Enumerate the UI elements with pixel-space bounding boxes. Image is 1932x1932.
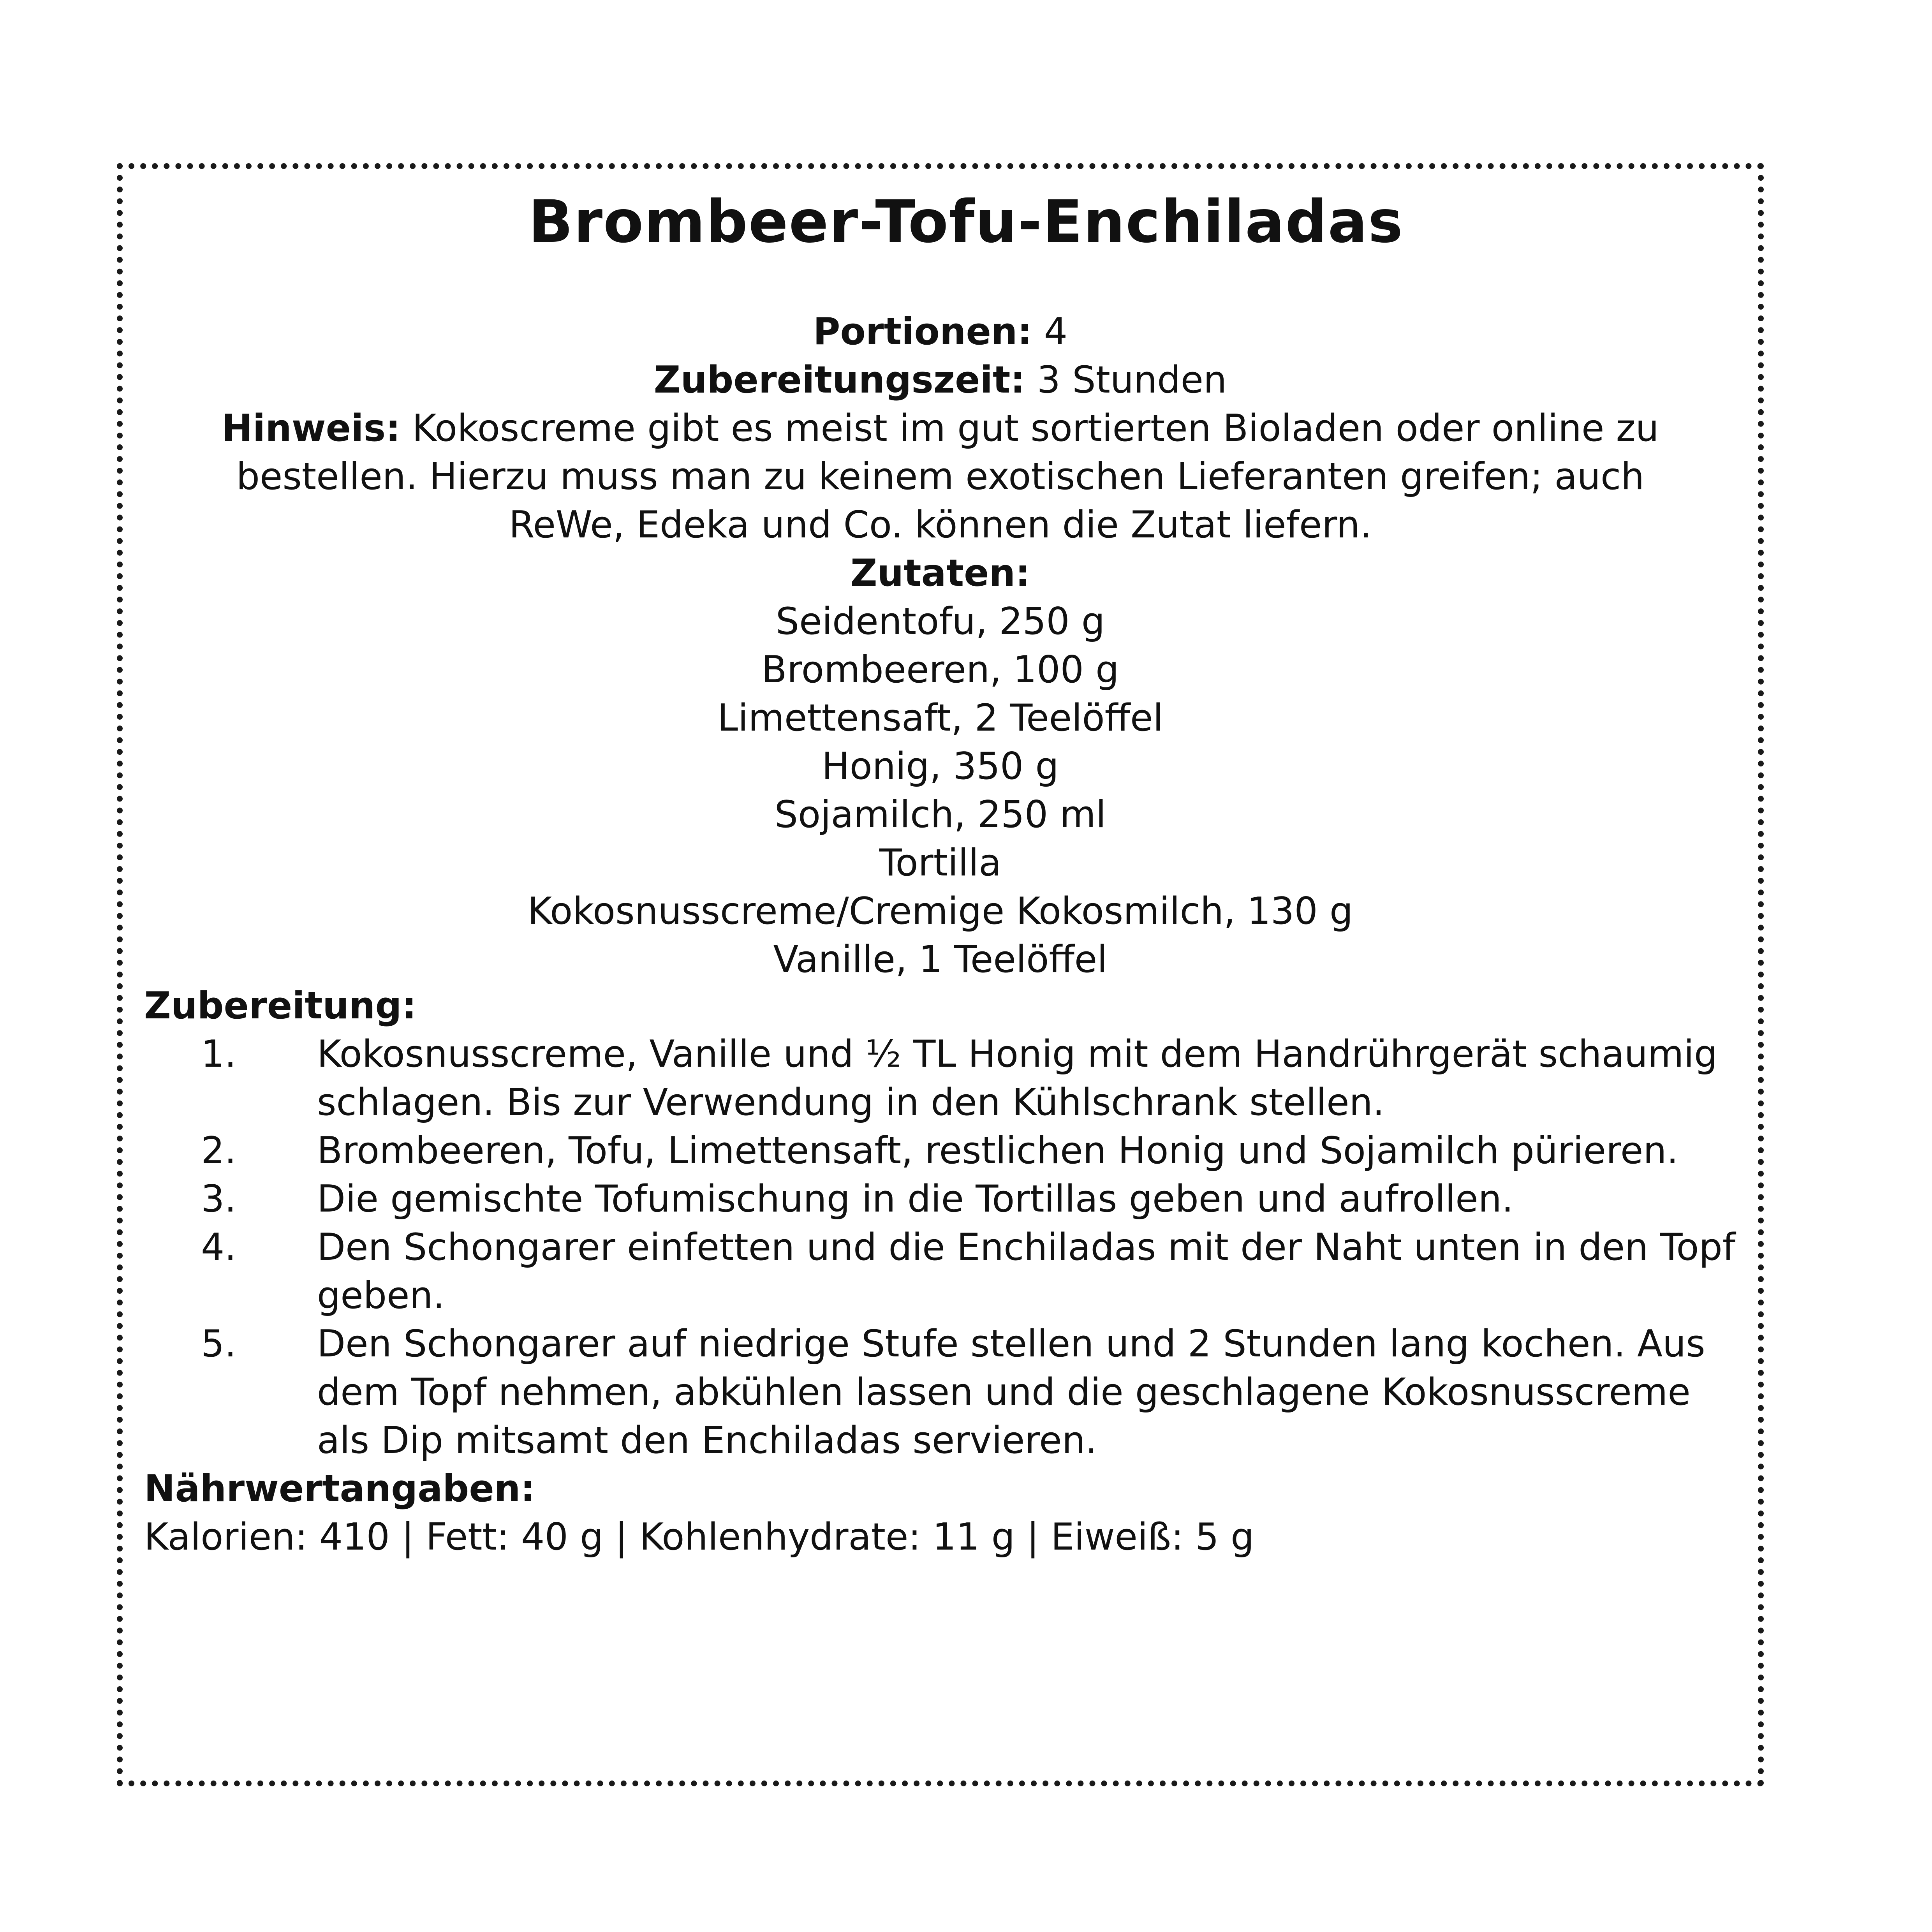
nutrition-values: Kalorien: 410 | Fett: 40 g | Kohlenhydrate: 11 g | Eiweiß: 5 g [144,1516,1254,1559]
step-text: Brombeeren, Tofu, Limettensaft, restlichen Honig und Sojamilch pürieren. [317,1129,1678,1172]
step-text: Den Schongarer einfetten und die Enchiladas mit der Naht unten in den Topf geben. [317,1226,1736,1317]
ingredient-item: Limettensaft, 2 Teelöffel [717,697,1163,740]
ingredient-item: Seidentofu, 250 g [775,600,1105,643]
step-text: Den Schongarer auf niedrige Stufe stellen und 2 Stunden lang kochen. Aus dem Topf nehmen, abkühlen lassen und die geschlagene Kokosnusscreme als Dip mitsamt den Enchiladas servieren. [317,1323,1705,1462]
step-text: Kokosnusscreme, Vanille und ½ TL Honig mit dem Handrührgerät schaumig schlagen. Bis zur Verwendung in den Kühlschrank stellen. [317,1033,1718,1124]
step-text: Die gemischte Tofumischung in die Tortillas geben und aufrollen. [317,1178,1514,1220]
servings-label: Portionen: [813,310,1032,353]
servings-line [117,308,1764,356]
step-item [144,1030,1741,1127]
step-item [144,1127,1741,1175]
ingredient-item: Tortilla [879,842,1002,884]
servings-value: 4 [1044,310,1068,353]
preparation-heading: Zubereitung: [144,984,417,1027]
step-number: 4. [201,1226,236,1269]
prep-time-value: 3 Stunden [1037,359,1227,402]
step-number: 5. [201,1323,236,1365]
ingredients-heading: Zutaten: [850,552,1030,595]
recipe-title: Brombeer-Tofu-Enchiladas [528,188,1404,256]
step-item [144,1320,1741,1465]
prep-time-label: Zubereitungszeit: [653,359,1025,402]
step-item [144,1175,1741,1223]
ingredient-item: Sojamilch, 250 ml [774,793,1106,836]
prep-time-line [117,356,1764,404]
step-number: 3. [201,1178,236,1220]
nutrition-heading: Nährwertangaben: [144,1467,535,1510]
ingredient-item: Brombeeren, 100 g [761,648,1119,691]
note-paragraph [197,404,1684,549]
step-number: 1. [201,1033,236,1076]
preparation-steps [144,1030,1741,1465]
recipe-details [144,982,1741,1561]
ingredient-item: Honig, 350 g [822,745,1059,788]
ingredient-item: Vanille, 1 Teelöffel [773,938,1108,981]
note-label: Hinweis: [222,407,401,450]
recipe-summary [117,308,1764,984]
step-item [144,1223,1741,1320]
note-text: Kokoscreme gibt es meist im gut sortierten Bioladen oder online zu bestellen. Hierzu muss man zu keinem exotischen Lieferanten greifen; auch ReWe, Edeka und Co. können die Zutat liefern. [236,407,1659,546]
step-number: 2. [201,1129,236,1172]
ingredient-item: Kokosnusscreme/Cremige Kokosmilch, 130 g [527,890,1353,933]
